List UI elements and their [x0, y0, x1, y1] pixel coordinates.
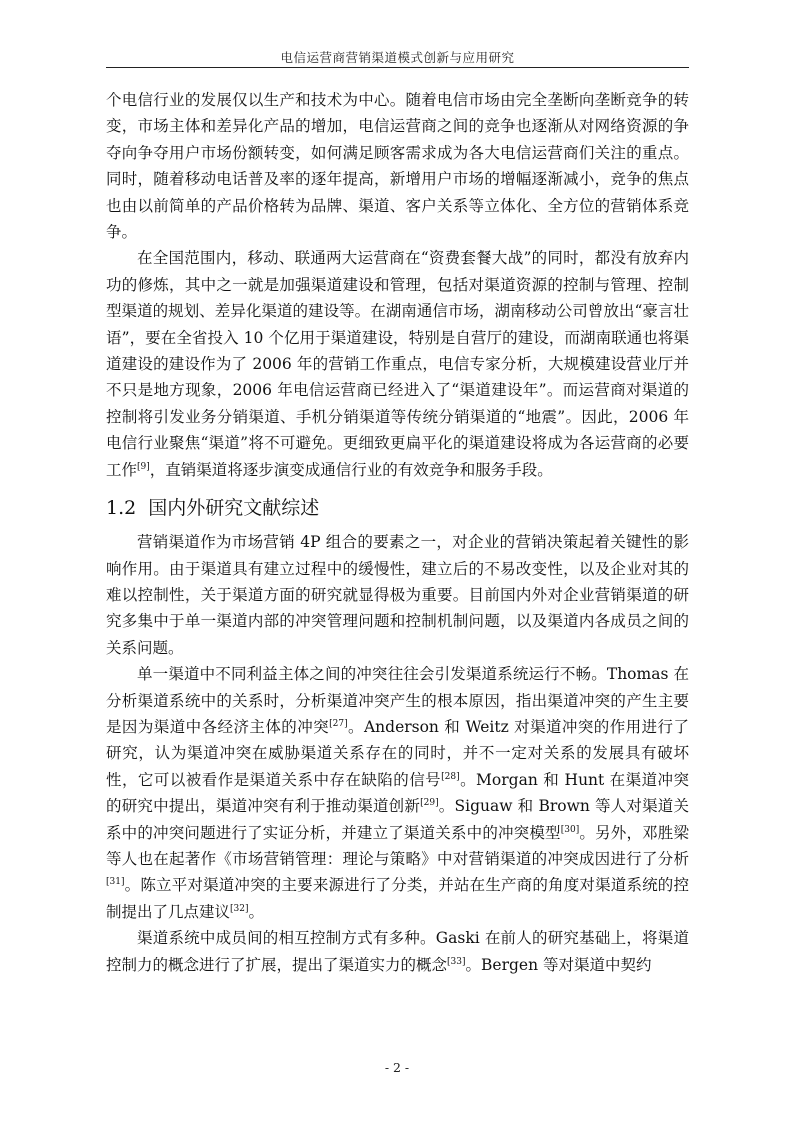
paragraph-channel-construction — [106, 245, 689, 483]
paragraph-text: 。Bergen 等对渠道中契约 — [465, 955, 652, 974]
running-header: 电信运营商营销渠道模式创新与应用研究 — [280, 50, 515, 65]
paragraph-text: 。Siguaw 和 Brown 等人对渠道关系中的冲突问题进行了实证分析，并建立了渠道关系中的冲突模型 — [106, 797, 689, 842]
paragraph-text: 。另外，邓胜梁等人也在起著作《市场营销管理：理论与策略》中对营销渠道的冲突成因进行了分析 — [106, 823, 689, 868]
paragraph-text: 。Morgan 和 Hunt 在渠道冲突的研究中提出，渠道冲突有利于推动渠道创新 — [106, 770, 689, 816]
body-text — [106, 87, 689, 978]
paragraph-channel-conflict — [106, 661, 689, 925]
citation-32: [32] — [230, 903, 249, 914]
section-number: 1.2 — [106, 497, 137, 520]
paragraph-text: 单一渠道中不同利益主体之间的冲突往往会引发渠道系统运行不畅。Thomas 在分析渠道系统中的关系时，分析渠道冲突产生的根本原因，指出渠道冲突的产生主要是因为渠道中各经济主体的冲突 — [106, 665, 689, 736]
citation-33: [33] — [447, 956, 466, 967]
paragraph-literature-intro: 营销渠道作为市场营销 4P 组合的要素之一，对企业的营销决策起着关键性的影响作用。由于渠道具有建立过程中的缓慢性，建立后的不易改变性，以及企业对其的难以控制性，关于渠道方面的研究就显得极为重要。目前国内外对企业营销渠道的研究多集中于单一渠道内部的冲突管理问题和控制机制问题，以及渠道内各成员之间的关系问题。 — [106, 533, 689, 657]
section-title: 国内外研究文献综述 — [148, 497, 320, 520]
header-rule — [106, 67, 689, 68]
citation-28: [28] — [441, 771, 460, 782]
citation-31: [31] — [106, 877, 125, 888]
paragraph-continuation: 个电信行业的发展仅以生产和技术为中心。随着电信市场由完全垄断向垄断竞争的转变，市场主体和差异化产品的增加，电信运营商之间的竞争也逐渐从对网络资源的争夺向争夺用户市场份额转变，如何满足顾客需求成为各大电信运营商们关注的重点。同时，随着移动电话普及率的逐年提高，新增用户市场的增幅逐渐减小，竞争的焦点也由以前简单的产品价格转为品牌、渠道、客户关系等立体化、全方位的营销体系竞争。 — [106, 91, 689, 242]
citation-30: [30] — [560, 824, 580, 835]
paragraph-text: 。 — [248, 902, 265, 921]
citation-29: [29] — [420, 798, 439, 809]
citation-9: [9] — [137, 461, 150, 472]
paragraph-text: 。Anderson 和 Weitz 对渠道冲突的作用进行了研究，认为渠道冲突在威胁渠道关系存在的同时，并不一定对关系的发展具有破坏性，它可以被看作是渠道关系中存在缺陷的信号 — [106, 717, 689, 789]
paragraph-text: ，直销渠道将逐步演变成通信行业的有效竞争和服务手段。 — [149, 460, 553, 479]
paragraph-channel-control — [106, 925, 689, 978]
paragraph-text: 。陈立平对渠道冲突的主要来源进行了分类，并站在生产商的角度对渠道系统的控制提出了几点建议 — [106, 876, 689, 921]
section-heading — [106, 496, 689, 520]
paragraph-text: 在全国范围内，移动、联通两大运营商在“资费套餐大战”的同时，都没有放弃内功的修炼，其中之一就是加强渠道建设和管理，包括对渠道资源的控制与管理、控制型渠道的规划、差异化渠道的建设等。在湖南通信市场，湖南移动公司曾放出“豪言壮语”，要在全省投入 10 个亿用于渠道建设，特别是自营厅的建设，而湖南联通也将渠道建设的建设作为了 2006 年的营销工作重点，电信专家分析，大规模建设营业厅并不只是地方现象，2006 年电信运营商已经进入了“渠道建设年”。而运营商对渠道的控制将引发业务分销渠道、手机分销渠道等传统分销渠道的“地震”。因此，2006 年电信行业聚焦“渠道”将不可避免。更细致更扁平化的渠道建设将成为各运营商的必要工作 — [106, 249, 689, 479]
citation-27: [27] — [329, 718, 348, 729]
page-number: - 2 - — [384, 1060, 410, 1075]
paragraph-text: 渠道系统中成员间的相互控制方式有多种。Gaski 在前人的研究基础上，将渠道控制力的概念进行了扩展，提出了渠道实力的概念 — [106, 929, 689, 974]
